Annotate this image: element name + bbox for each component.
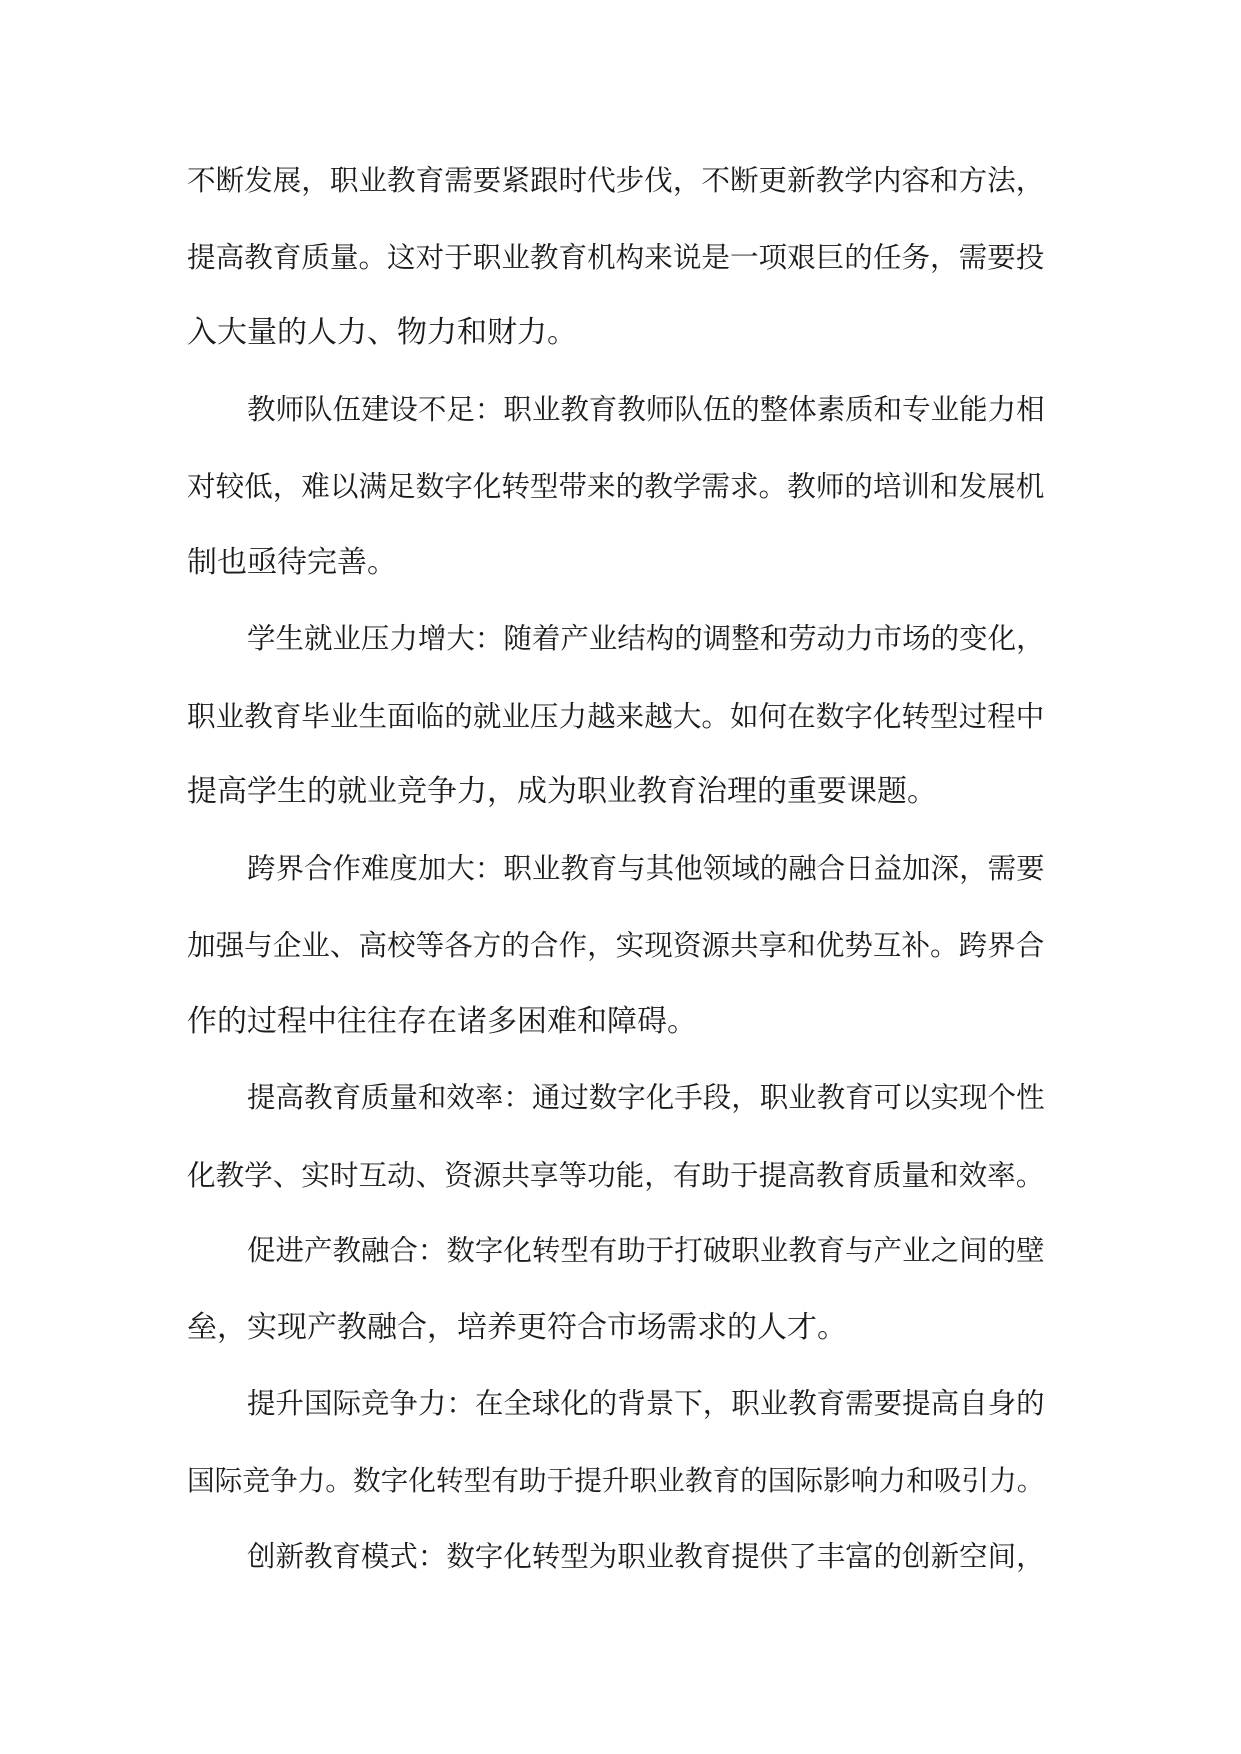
text-line: 垒，实现产教融合，培养更符合市场需求的人才。 [187, 1309, 847, 1345]
paragraph-start-line: 提高教育质量和效率：通过数字化手段，职业教育可以实现个性 [247, 1081, 1045, 1114]
text-line: 入大量的人力、物力和财力。 [187, 315, 577, 350]
text-line: 制也亟待完善。 [187, 544, 397, 580]
text-line: 加强与企业、高校等各方的合作，实现资源共享和优势互补。跨界合 [187, 928, 1045, 962]
paragraph-start-line: 提升国际竞争力：在全球化的背景下，职业教育需要提高自身的 [247, 1387, 1045, 1420]
paragraph-start-line: 促进产教融合：数字化转型有助于打破职业教育与产业之间的壁 [247, 1234, 1045, 1267]
paragraph-start-line: 创新教育模式：数字化转型为职业教育提供了丰富的创新空间， [247, 1540, 1045, 1573]
text-line: 化教学、实时互动、资源共享等功能，有助于提高教育质量和效率。 [187, 1157, 1045, 1192]
text-line: 国际竞争力。数字化转型有助于提升职业教育的国际影响力和吸引力。 [187, 1463, 1045, 1497]
paragraph-start-line: 跨界合作难度加大：职业教育与其他领域的融合日益加深，需要 [247, 851, 1045, 885]
paragraph-start-line: 教师队伍建设不足：职业教育教师队伍的整体素质和专业能力相 [247, 392, 1045, 426]
text-line: 提高学生的就业竞争力，成为职业教育治理的重要课题。 [187, 774, 937, 809]
text-line: 作的过程中往往存在诸多困难和障碍。 [187, 1003, 697, 1039]
text-line: 提高教育质量。这对于职业教育机构来说是一项艰巨的任务，需要投 [187, 239, 1045, 274]
document-body [187, 142, 1049, 1596]
text-line: 不断发展，职业教育需要紧跟时代步伐，不断更新教学内容和方法， [187, 163, 1045, 197]
text-line: 对较低，难以满足数字化转型带来的教学需求。教师的培训和发展机 [187, 469, 1045, 503]
text-line: 职业教育毕业生面临的就业压力越来越大。如何在数字化转型过程中 [187, 698, 1045, 733]
paragraph-start-line: 学生就业压力增大：随着产业结构的调整和劳动力市场的变化， [247, 622, 1045, 655]
